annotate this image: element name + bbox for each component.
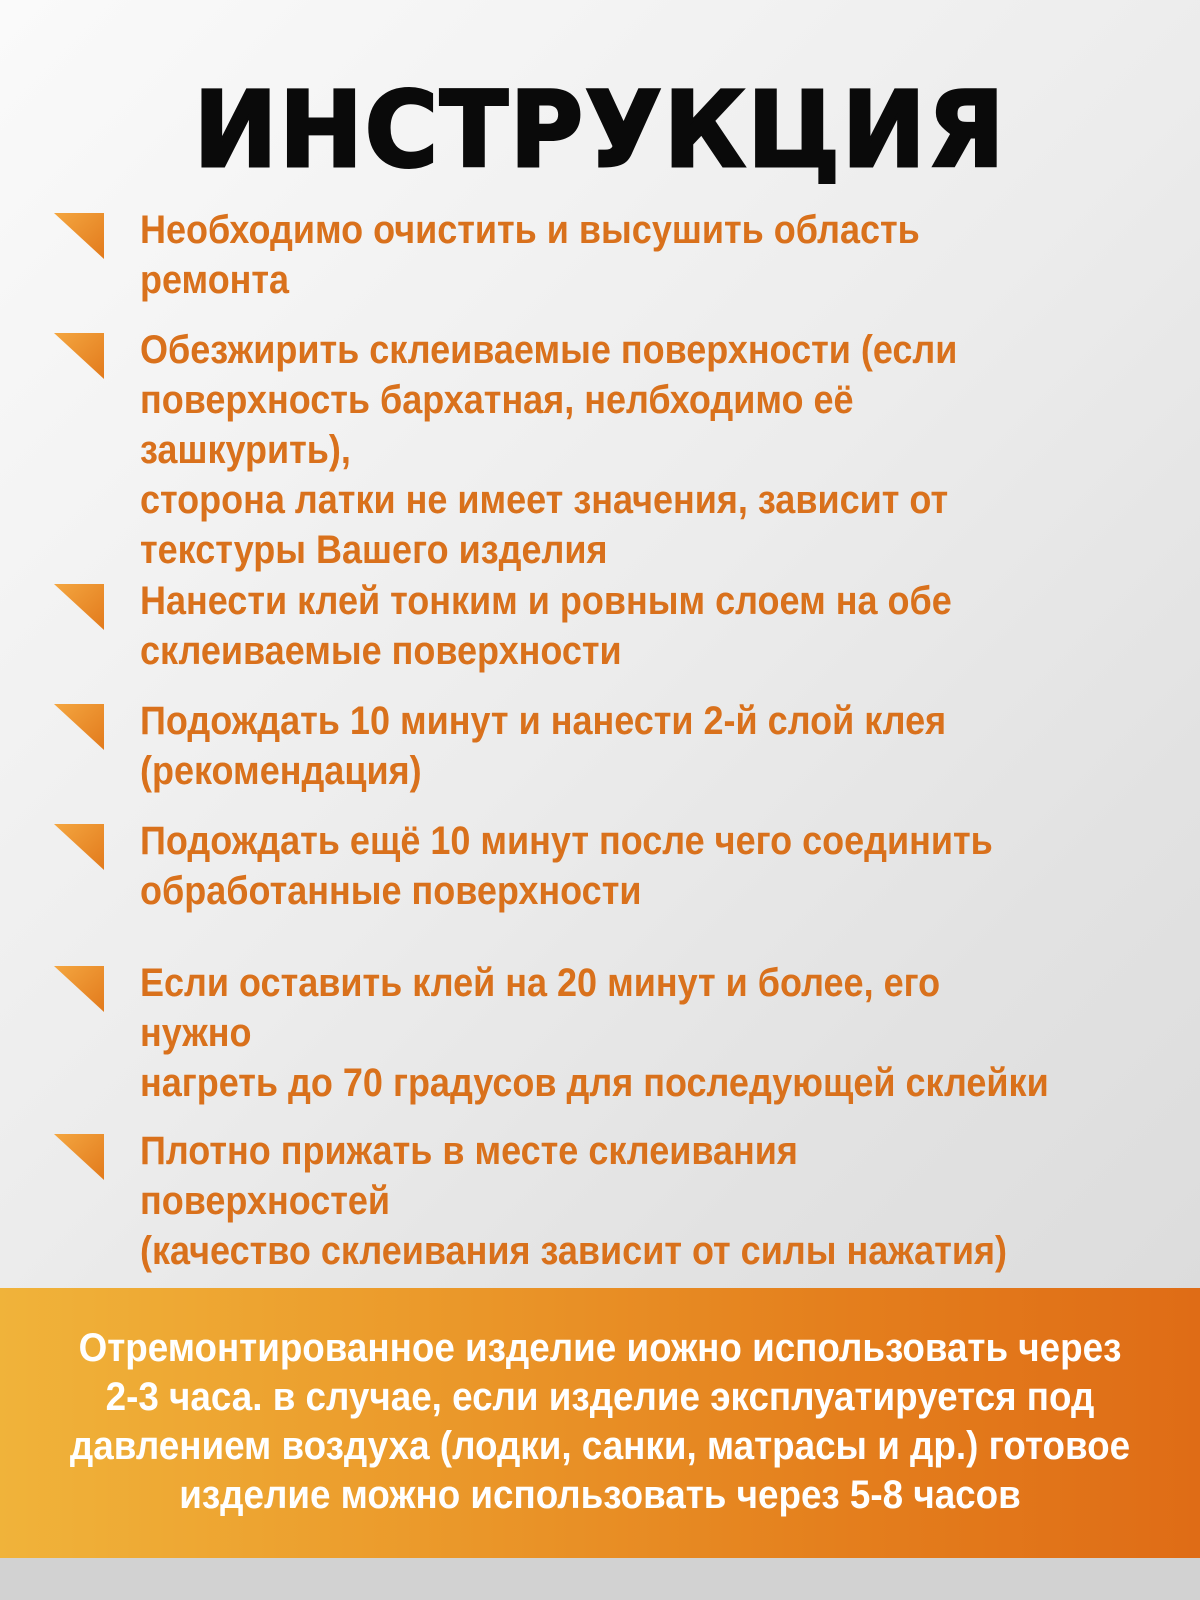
footer-banner — [0, 1288, 1200, 1558]
orange-triangle-bullet-icon — [54, 1134, 104, 1180]
step-text: Если оставить клей на 20 минут и более, его нужно нагреть до 70 градусов для последующей склейки — [140, 961, 1049, 1105]
step-text: Плотно прижать в месте склеивания поверхностей (качество склеивания зависит от силы нажатия) — [140, 1129, 1007, 1273]
bottom-strip — [0, 1558, 1200, 1600]
orange-triangle-bullet-icon — [54, 824, 104, 870]
step-text: Необходимо очистить и высушить область ремонта — [140, 208, 920, 302]
orange-triangle-bullet-icon — [54, 966, 104, 1012]
orange-triangle-bullet-icon — [54, 584, 104, 630]
footer-note: Отремонтированное изделие иожно использовать через 2-3 часа. в случае, если изделие эксплуатируется под давлением воздуха (лодки, санки, матрасы и др.) готовое изделие можно использовать через 5-8 часов — [69, 1326, 1131, 1517]
orange-triangle-bullet-icon — [54, 704, 104, 750]
orange-triangle-bullet-icon — [54, 333, 104, 379]
orange-triangle-bullet-icon — [54, 213, 104, 259]
step-text: Подождать 10 минут и нанести 2-й слой клея (рекомендация) — [140, 699, 947, 793]
step-text: Нанести клей тонким и ровным слоем на обе склеиваемые поверхности — [140, 579, 952, 673]
step-text: Обезжирить склеиваемые поверхности (если поверхность бархатная, нелбходимо её зашкурить), сторона латки не имеет значения, зависит от текстуры Вашего изделия — [140, 328, 958, 572]
page-title: ИНСТРУКЦИЯ — [193, 69, 1007, 191]
step-text: Подождать ещё 10 минут после чего соединить обработанные поверхности — [140, 819, 993, 913]
